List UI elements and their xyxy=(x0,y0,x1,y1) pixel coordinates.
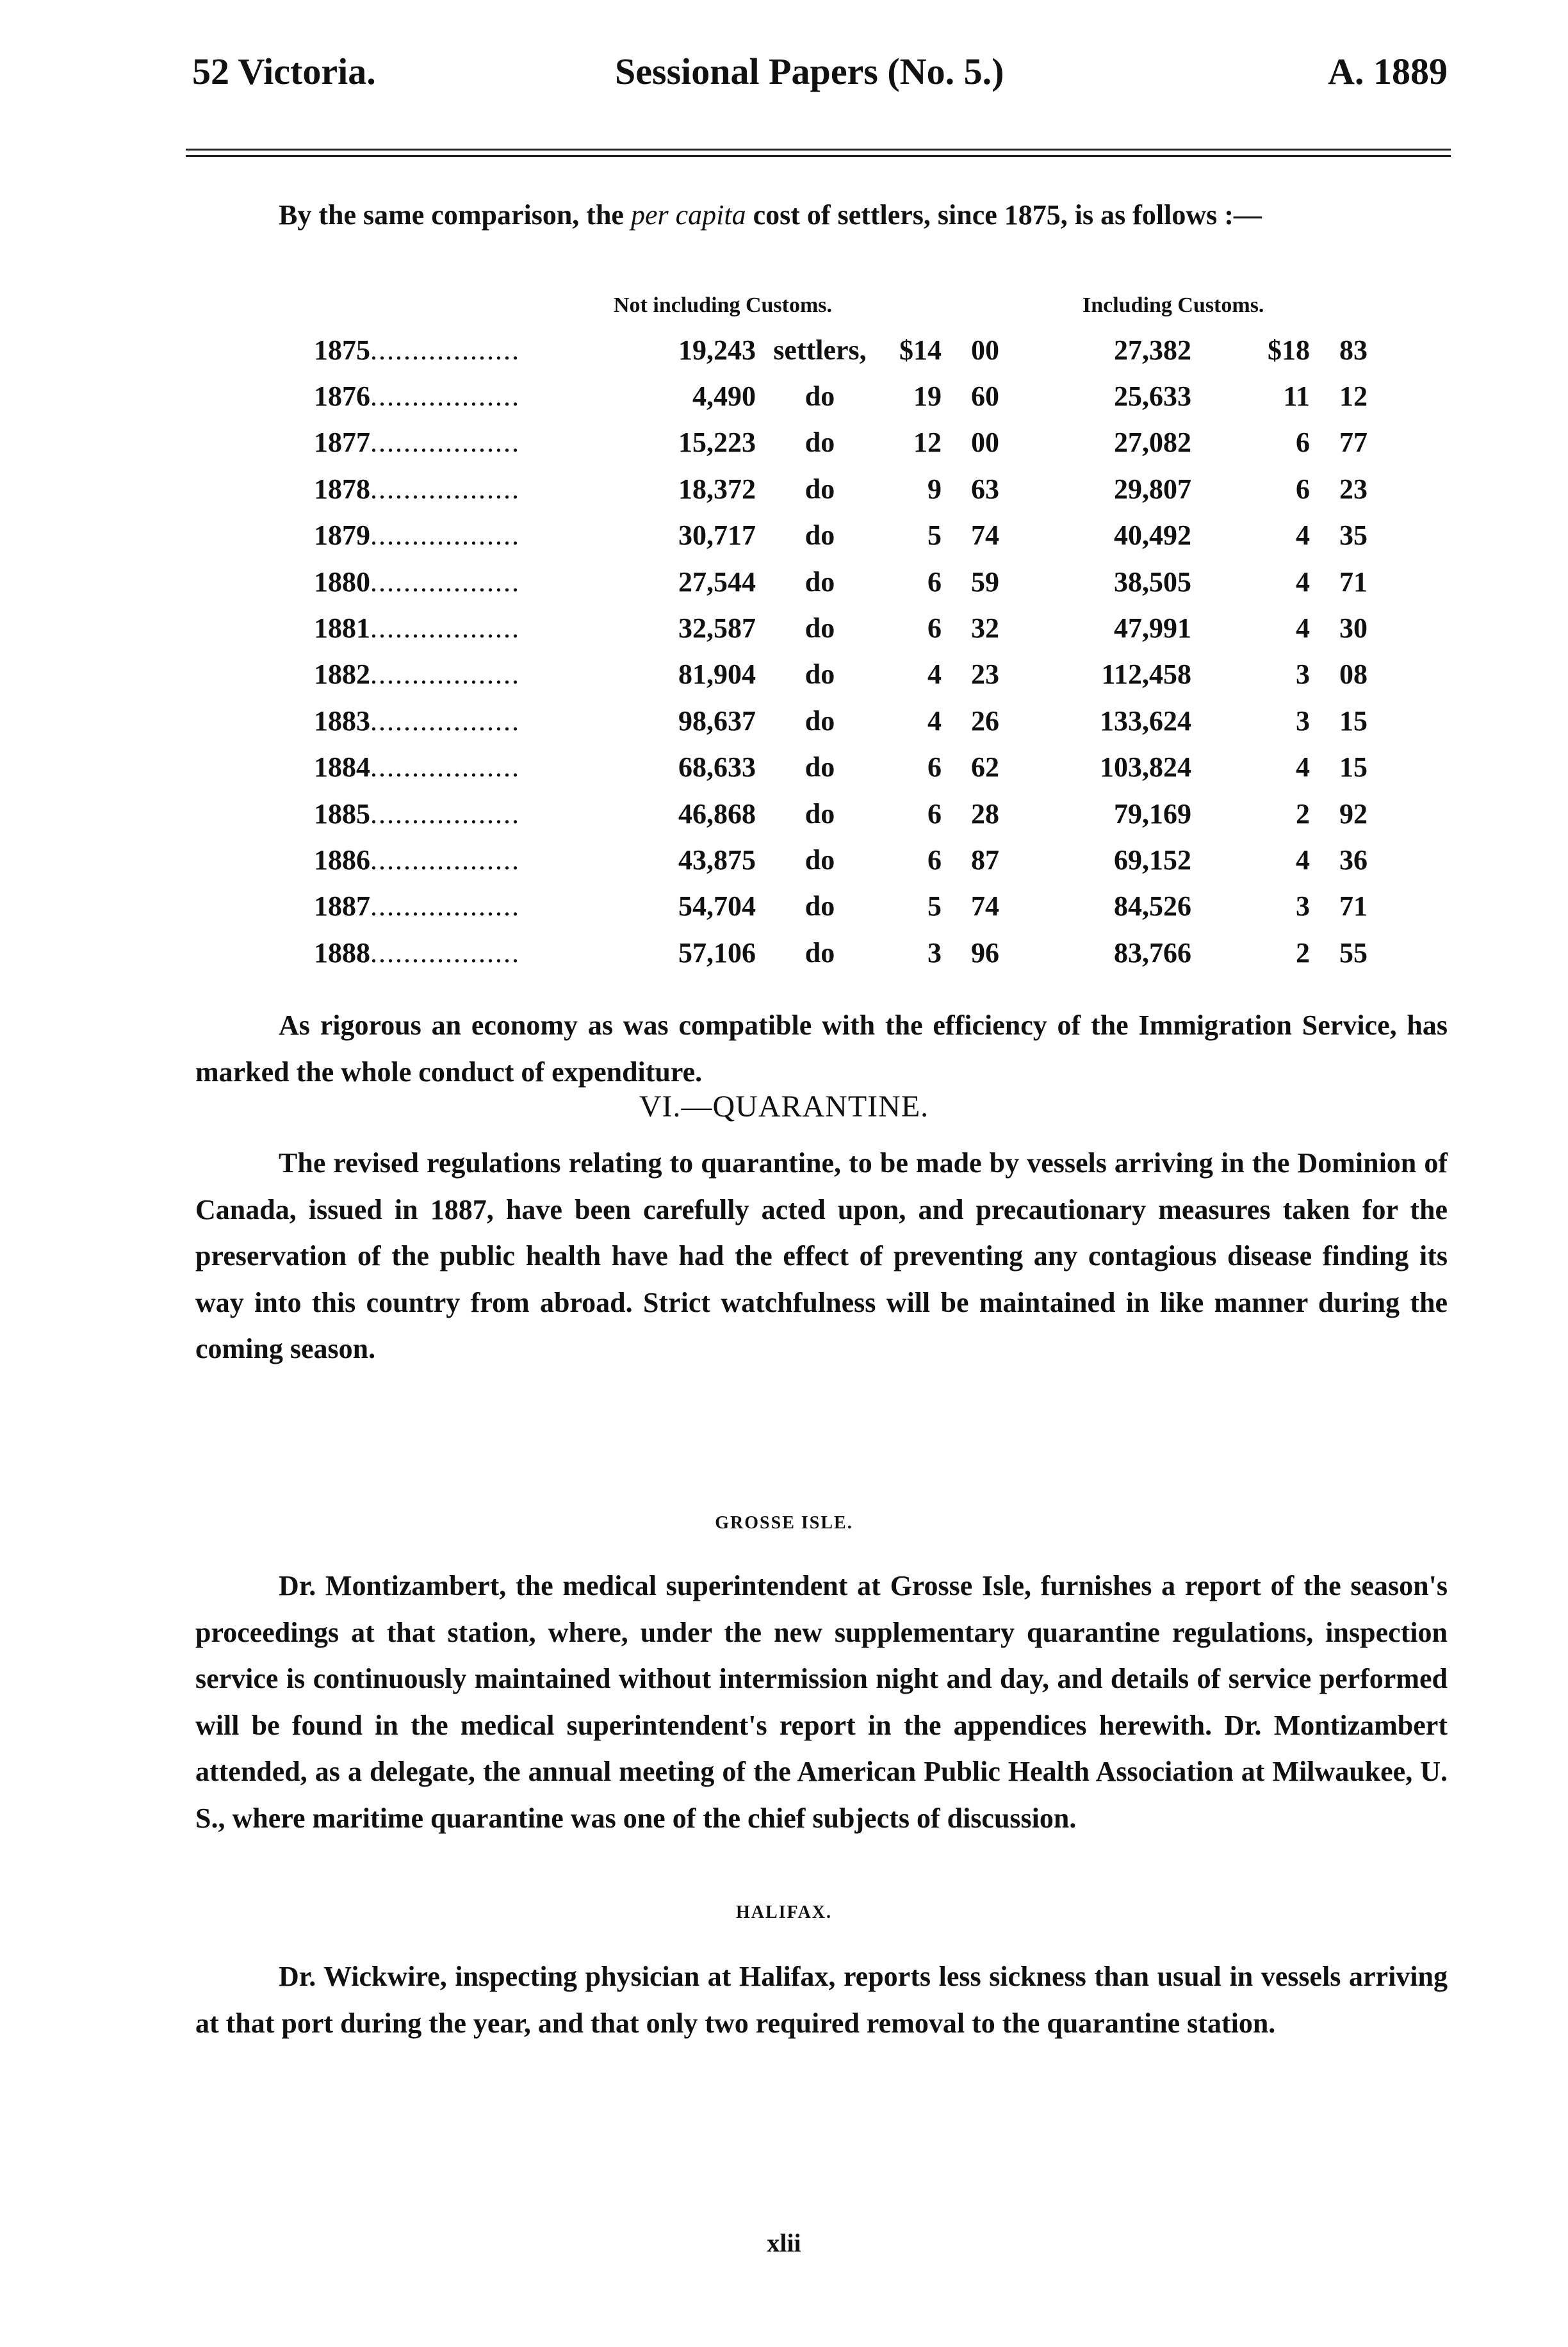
row-settlers: 30,717 xyxy=(678,519,756,552)
page-number: xlii xyxy=(767,2228,801,2257)
row-dollars-incl: 11 xyxy=(1283,380,1310,413)
row-cents: 87 xyxy=(971,844,999,876)
row-dollars-incl: 3 xyxy=(1296,890,1310,922)
row-label: settlers, xyxy=(773,334,867,366)
row-dollars: 4 xyxy=(927,658,942,691)
row-year: 1884.................. xyxy=(314,751,520,783)
row-dollars-incl: 4 xyxy=(1296,751,1310,783)
row-dollars: 12 xyxy=(913,427,942,459)
row-cents-incl: 15 xyxy=(1339,705,1368,737)
row-label: do xyxy=(804,658,835,691)
table-heading-not-including: Not including Customs. xyxy=(614,293,833,317)
row-settlers-incl: 84,526 xyxy=(1114,890,1191,922)
row-year: 1877.................. xyxy=(314,427,520,459)
row-dollars-incl: $18 xyxy=(1268,334,1310,366)
economy-paragraph: As rigorous an economy as was compatible with the efficiency of the Immigration Service, has marked the whole conduct of expenditure. xyxy=(195,1010,1448,1088)
row-dollars: 5 xyxy=(927,890,942,922)
intro-paragraph xyxy=(195,192,1448,238)
header-title: Sessional Papers (No. 5.) xyxy=(615,51,1004,92)
row-cents: 74 xyxy=(971,890,999,922)
row-settlers: 81,904 xyxy=(678,658,756,691)
row-label: do xyxy=(804,936,835,969)
row-cents: 63 xyxy=(971,473,999,505)
row-settlers-incl: 69,152 xyxy=(1114,844,1191,876)
row-settlers: 57,106 xyxy=(678,936,756,969)
row-settlers-incl: 27,082 xyxy=(1114,427,1191,459)
row-cents-incl: 83 xyxy=(1339,334,1368,366)
section-title: VI.—QUARANTINE. xyxy=(639,1090,929,1124)
row-year: 1881.................. xyxy=(314,612,520,644)
row-settlers-incl: 47,991 xyxy=(1114,612,1191,644)
table-row xyxy=(314,929,1368,976)
row-label: do xyxy=(804,519,835,552)
table-row xyxy=(314,559,1368,605)
row-cents: 00 xyxy=(971,334,999,366)
running-header xyxy=(192,50,1448,108)
row-year: 1888.................. xyxy=(314,936,520,969)
row-label: do xyxy=(804,751,835,783)
row-year: 1885.................. xyxy=(314,797,520,830)
row-year: 1876.................. xyxy=(314,380,520,413)
row-settlers-incl: 112,458 xyxy=(1101,658,1191,691)
row-year: 1878.................. xyxy=(314,473,520,505)
row-cents: 00 xyxy=(971,427,999,459)
header-rule-top xyxy=(186,149,1451,151)
row-cents: 23 xyxy=(971,658,999,691)
row-cents: 32 xyxy=(971,612,999,644)
table-body xyxy=(314,327,1368,976)
row-settlers: 32,587 xyxy=(678,612,756,644)
row-cents-incl: 71 xyxy=(1339,566,1368,598)
subheading-halifax: HALIFAX. xyxy=(735,1902,833,1922)
row-dollars-incl: 4 xyxy=(1296,844,1310,876)
row-dollars-incl: 3 xyxy=(1296,705,1310,737)
row-dollars-incl: 2 xyxy=(1296,797,1310,830)
row-cents-incl: 92 xyxy=(1339,797,1368,830)
row-label: do xyxy=(804,844,835,876)
intro-text-after: cost of settlers, since 1875, is as follows :— xyxy=(746,199,1262,231)
row-dollars: 6 xyxy=(927,844,942,876)
table-row xyxy=(314,373,1368,419)
row-cents-incl: 71 xyxy=(1339,890,1368,922)
table-row xyxy=(314,790,1368,837)
table-row xyxy=(314,512,1368,559)
row-settlers: 68,633 xyxy=(678,751,756,783)
table-heading-including: Including Customs. xyxy=(1082,293,1264,317)
row-cents: 26 xyxy=(971,705,999,737)
row-dollars: 4 xyxy=(927,705,942,737)
row-settlers-incl: 103,824 xyxy=(1100,751,1191,783)
row-cents-incl: 23 xyxy=(1339,473,1368,505)
row-year: 1882.................. xyxy=(314,658,520,691)
row-settlers: 98,637 xyxy=(678,705,756,737)
row-dollars-incl: 4 xyxy=(1296,566,1310,598)
row-cents-incl: 12 xyxy=(1339,380,1368,413)
row-dollars: 6 xyxy=(927,566,942,598)
table-row xyxy=(314,651,1368,698)
row-dollars-incl: 6 xyxy=(1296,473,1310,505)
row-settlers-incl: 38,505 xyxy=(1114,566,1191,598)
row-settlers: 46,868 xyxy=(678,797,756,830)
dot-leader: .................. xyxy=(370,380,520,413)
table-row xyxy=(314,883,1368,929)
table-row xyxy=(314,744,1368,790)
row-cents: 59 xyxy=(971,566,999,598)
intro-italic: per capita xyxy=(630,199,746,231)
row-cents-incl: 35 xyxy=(1339,519,1368,552)
row-cents-incl: 36 xyxy=(1339,844,1368,876)
dot-leader: .................. xyxy=(370,612,520,644)
table-row xyxy=(314,698,1368,744)
quarantine-paragraph: The revised regulations relating to quarantine, to be made by vessels arriving in the Dominion of Canada, issued in 1887, have been carefully acted upon, and precautionary measures taken for the preservation of the public health have had the effect of preventing any contagious disease finding its way into this country from abroad. Strict watchfulness will be maintained in like manner during the coming season. xyxy=(195,1147,1448,1364)
row-cents: 28 xyxy=(971,797,999,830)
row-cents-incl: 55 xyxy=(1339,936,1368,969)
row-dollars: 3 xyxy=(927,936,942,969)
row-label: do xyxy=(804,380,835,413)
row-dollars: $14 xyxy=(899,334,942,366)
row-settlers-incl: 83,766 xyxy=(1114,936,1191,969)
row-settlers: 4,490 xyxy=(692,380,756,413)
row-settlers-incl: 79,169 xyxy=(1114,797,1191,830)
row-cents-incl: 08 xyxy=(1339,658,1368,691)
dot-leader: .................. xyxy=(370,705,520,737)
row-cents-incl: 15 xyxy=(1339,751,1368,783)
table-row xyxy=(314,466,1368,512)
row-settlers: 54,704 xyxy=(678,890,756,922)
row-dollars-incl: 2 xyxy=(1296,936,1310,969)
row-year: 1875.................. xyxy=(314,334,520,366)
dot-leader: .................. xyxy=(370,890,520,922)
header-session: 52 Victoria. xyxy=(192,51,376,92)
table-row xyxy=(314,420,1368,466)
row-cents: 96 xyxy=(971,936,999,969)
dot-leader: .................. xyxy=(370,797,520,830)
row-label: do xyxy=(804,890,835,922)
row-dollars-incl: 6 xyxy=(1296,427,1310,459)
row-label: do xyxy=(804,705,835,737)
row-cents: 74 xyxy=(971,519,999,552)
row-cents: 60 xyxy=(971,380,999,413)
row-cents-incl: 30 xyxy=(1339,612,1368,644)
row-label: do xyxy=(804,427,835,459)
dot-leader: .................. xyxy=(370,936,520,969)
row-settlers-incl: 25,633 xyxy=(1114,380,1191,413)
row-settlers: 15,223 xyxy=(678,427,756,459)
intro-text-before: By the same comparison, the xyxy=(279,199,631,231)
per-capita-cost-table xyxy=(314,327,1368,976)
dot-leader: .................. xyxy=(370,844,520,876)
dot-leader: .................. xyxy=(370,751,520,783)
row-year: 1880.................. xyxy=(314,566,520,598)
row-settlers: 19,243 xyxy=(678,334,756,366)
table-row xyxy=(314,837,1368,883)
dot-leader: .................. xyxy=(370,473,520,505)
row-label: do xyxy=(804,612,835,644)
row-settlers-incl: 40,492 xyxy=(1114,519,1191,552)
row-year: 1883.................. xyxy=(314,705,520,737)
row-cents-incl: 77 xyxy=(1339,427,1368,459)
grosse-isle-paragraph: Dr. Montizambert, the medical superintendent at Grosse Isle, furnishes a report of the season's proceedings at that station, where, under the new supplementary quarantine regulations, inspection service is continuously maintained without intermission night and day, and details of service performed will be found in the medical superintendent's report in the appendices herewith. Dr. Montizambert attended, as a delegate, the annual meeting of the American Public Health Association at Milwaukee, U. S., where maritime quarantine was one of the chief subjects of discussion. xyxy=(195,1570,1448,1834)
dot-leader: .................. xyxy=(370,334,520,366)
row-dollars: 6 xyxy=(927,797,942,830)
row-year: 1886.................. xyxy=(314,844,520,876)
row-dollars-incl: 4 xyxy=(1296,519,1310,552)
row-settlers: 27,544 xyxy=(678,566,756,598)
subheading-grosse-isle: GROSSE ISLE. xyxy=(715,1513,853,1533)
dot-leader: .................. xyxy=(370,658,520,691)
row-dollars: 6 xyxy=(927,612,942,644)
table-row xyxy=(314,605,1368,651)
row-year: 1879.................. xyxy=(314,519,520,552)
table-row xyxy=(314,327,1368,373)
row-settlers-incl: 29,807 xyxy=(1114,473,1191,505)
header-year: A. 1889 xyxy=(1328,51,1448,92)
halifax-paragraph: Dr. Wickwire, inspecting physician at Halifax, reports less sickness than usual in vessels arriving at that port during the year, and that only two required removal to the quarantine station. xyxy=(195,1961,1448,2039)
row-dollars: 9 xyxy=(927,473,942,505)
row-label: do xyxy=(804,797,835,830)
row-cents: 62 xyxy=(971,751,999,783)
header-rule-bottom xyxy=(186,155,1451,157)
row-settlers-incl: 133,624 xyxy=(1100,705,1191,737)
row-dollars-incl: 4 xyxy=(1296,612,1310,644)
row-settlers-incl: 27,382 xyxy=(1114,334,1191,366)
row-dollars: 19 xyxy=(913,380,942,413)
row-settlers: 43,875 xyxy=(678,844,756,876)
dot-leader: .................. xyxy=(370,427,520,459)
dot-leader: .................. xyxy=(370,566,520,598)
dot-leader: .................. xyxy=(370,519,520,552)
row-dollars: 6 xyxy=(927,751,942,783)
row-label: do xyxy=(804,473,835,505)
row-dollars: 5 xyxy=(927,519,942,552)
row-label: do xyxy=(804,566,835,598)
row-settlers: 18,372 xyxy=(678,473,756,505)
row-year: 1887.................. xyxy=(314,890,520,922)
row-dollars-incl: 3 xyxy=(1296,658,1310,691)
